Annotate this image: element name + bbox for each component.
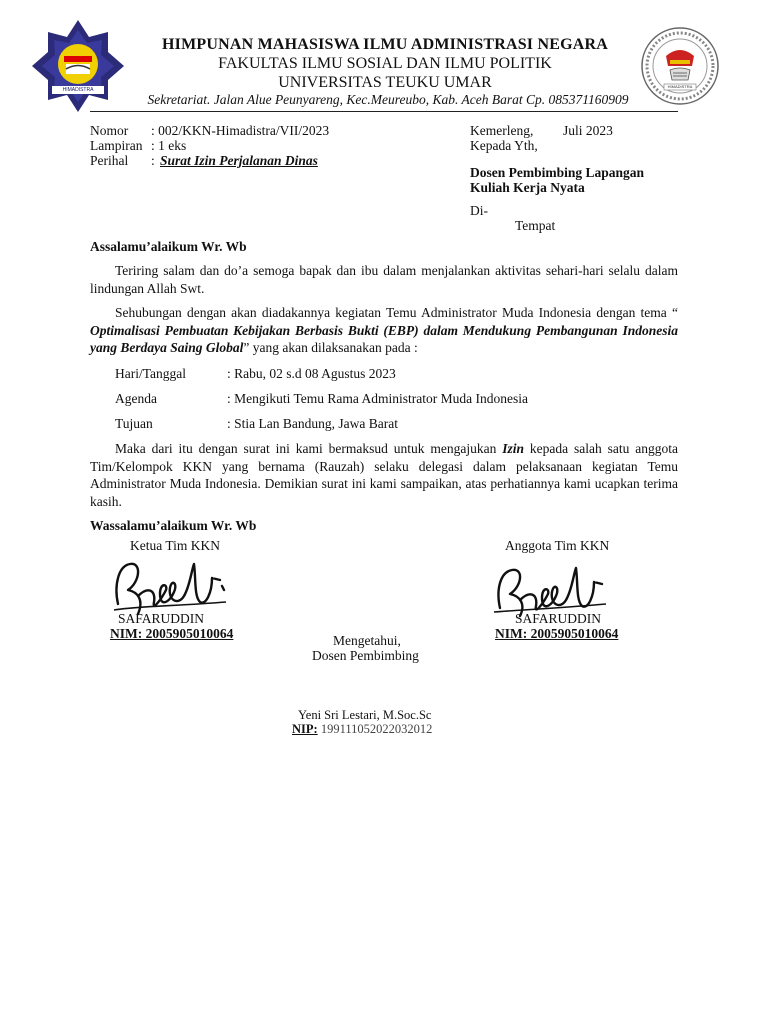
header-university: UNIVERSITAS TEUKU UMAR (278, 74, 492, 91)
lampiran-label: Lampiran (90, 138, 143, 153)
closing: Wassalamu’alaikum Wr. Wb (90, 518, 257, 533)
left-logo-banner: HIMADISTRA (62, 87, 94, 93)
paragraph-3 (90, 440, 678, 510)
paragraph-2 (90, 304, 678, 357)
paragraph-3-end: kepada salah satu anggota Tim/Kelompok KKN yang bernama (Rauzah) selaku delegasi dalam pelaksanaan kegiatan Temu Administrator Muda Indonesia. Demikian surat ini kami sampaikan, atas perhatiannya kami ucapkan terima kasih. (90, 441, 678, 509)
right-logo-banner: HIMADISTRA (667, 84, 693, 89)
paragraph-3-izin: Izin (502, 441, 525, 456)
header-divider (90, 111, 678, 112)
advisor-name: Yeni Sri Lestari, M.Soc.Sc (298, 708, 432, 722)
paragraph-1: Teriring salam dan do’a semoga bapak dan ibu dalam menjalankan aktivitas sehari-hari selalu dalam lindungan Allah Swt. (90, 263, 678, 296)
left-signer-title: Ketua Tim KKN (130, 538, 221, 553)
recipient-line1: Dosen Pembimbing Lapangan (470, 165, 645, 180)
lampiran-value: : 1 eks (151, 138, 187, 153)
nip-label: NIP: (292, 722, 318, 736)
right-signer-nim: NIM: 2005905010064 (495, 626, 619, 641)
header-faculty: FAKULTAS ILMU SOSIAL DAN ILMU POLITIK (218, 55, 552, 72)
mengetahui-label: Mengetahui, (333, 633, 401, 648)
nip-value: 199111052022032012 (317, 722, 433, 736)
letter-place: Kemerleng, (470, 123, 534, 138)
recipient-line2: Kuliah Kerja Nyata (470, 180, 585, 195)
letter-date: Juli 2023 (563, 123, 613, 138)
perihal-label: Perihal (90, 153, 129, 168)
detail-label-tujuan: Tujuan (115, 416, 153, 431)
detail-label-agenda: Agenda (115, 391, 157, 406)
left-signer-name: SAFARUDDIN (118, 611, 205, 626)
detail-value-date: : Rabu, 02 s.d 08 Agustus 2023 (227, 366, 396, 381)
paragraph-2-theme: Optimalisasi Pembuatan Kebijakan Berbasis Bukti (EBP) dalam Mendukung Pembangunan Indonesia yang Berdaya Saing Global (90, 322, 678, 355)
detail-value-tujuan: : Stia Lan Bandung, Jawa Barat (227, 416, 398, 431)
detail-label-date: Hari/Tanggal (115, 366, 187, 381)
perihal-colon: : (151, 153, 155, 168)
nomor-value: : 002/KKN-Himadistra/VII/2023 (151, 123, 330, 138)
paragraph-2-start: Sehubungan dengan akan diadakannya kegiatan Temu Administrator Muda Indonesia dengan tema “ (115, 305, 678, 320)
right-signer-name: SAFARUDDIN (515, 611, 602, 626)
dosen-pembimbing-label: Dosen Pembimbing (312, 648, 419, 663)
advisor-nip (292, 722, 432, 737)
header-org: HIMPUNAN MAHASISWA ILMU ADMINISTRASI NEGARA (162, 36, 608, 53)
paragraph-3-start: Maka dari itu dengan surat ini kami bermaksud untuk mengajukan (115, 441, 503, 456)
di-label: Di- (470, 203, 488, 218)
kepada-yth: Kepada Yth, (470, 138, 538, 153)
nomor-label: Nomor (90, 123, 129, 138)
greeting: Assalamu’alaikum Wr. Wb (90, 239, 247, 254)
perihal-value: Surat Izin Perjalanan Dinas (160, 153, 318, 168)
detail-value-agenda: : Mengikuti Temu Rama Administrator Muda Indonesia (227, 391, 529, 406)
right-signer-title: Anggota Tim KKN (505, 538, 610, 553)
tempat-label: Tempat (515, 218, 556, 233)
paragraph-2-end: ” yang akan dilaksanakan pada : (243, 340, 418, 355)
header-address: Sekretariat. Jalan Alue Peunyareng, Kec.Meureubo, Kab. Aceh Barat Cp. 085371160909 (147, 92, 629, 107)
left-signer-nim: NIM: 2005905010064 (110, 626, 234, 641)
